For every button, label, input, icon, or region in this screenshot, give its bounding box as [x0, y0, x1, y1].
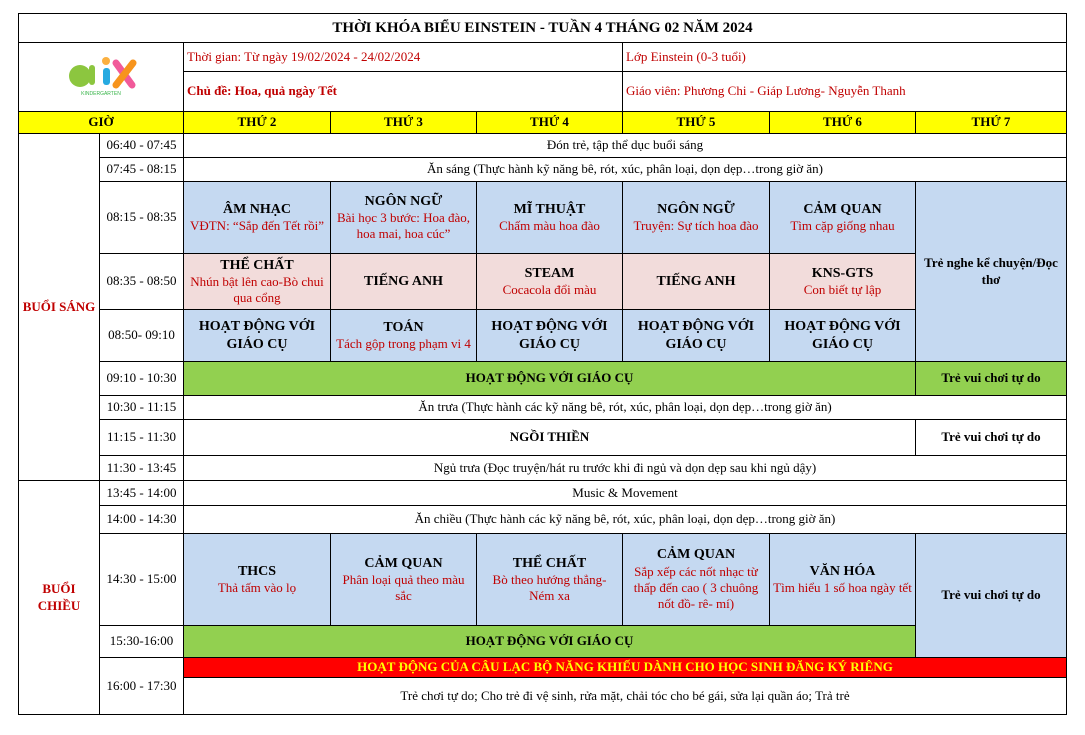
lesson-note: Chấm màu hoa đào: [499, 218, 600, 234]
time-slot: 16:00 - 17:30: [100, 658, 184, 715]
lesson-note: Cocacola đổi màu: [502, 282, 597, 298]
lesson-subject: MĨ THUẬT: [513, 201, 586, 217]
lesson-note: Tìm cặp giống nhau: [790, 218, 895, 234]
header-thu: THỨ 5: [623, 112, 770, 134]
lesson-subject: TIẾNG ANH: [364, 273, 443, 289]
page-title: THỜI KHÓA BIỂU EINSTEIN - TUẦN 4 THÁNG 02 NĂM 2024: [19, 14, 1067, 43]
schedule-table: [18, 13, 1067, 715]
lesson-subject: TOÁN: [383, 319, 424, 335]
lesson-subject: ÂM NHẠC: [222, 201, 292, 217]
lesson-note: Sắp xếp các nốt nhạc từ thấp đến cao ( 3 chuông nốt đồ- rê- mí): [633, 563, 759, 612]
activity-montessori: HOẠT ĐỘNG VỚI GIÁO CỤ: [184, 362, 916, 396]
lesson-cell: [770, 534, 916, 626]
date-range: Thời gian: Từ ngày 19/02/2024 - 24/02/2024: [184, 43, 623, 72]
lesson-subject: NGÔN NGỮ: [364, 193, 443, 209]
lesson-note: Nhún bật lên cao-Bò chui qua cổng: [190, 274, 324, 306]
lesson-cell: [331, 534, 477, 626]
lesson-subject: THỂ CHẤT: [220, 257, 294, 273]
lesson-note: Thả tấm vào lọ: [217, 580, 297, 596]
activity-meditation: NGỒI THIỀN: [184, 420, 916, 456]
lesson-cell: [331, 182, 477, 254]
activity-music: Music & Movement: [184, 481, 1067, 506]
teachers: Giáo viên: Phương Chi - Giáp Lương- Nguyễn Thanh: [623, 72, 1067, 112]
class-name: Lớp Einstein (0-3 tuổi): [623, 43, 1067, 72]
lesson-cell: [623, 254, 770, 310]
lesson-subject: HOẠT ĐỘNG VỚI GIÁO CỤ: [784, 319, 901, 352]
lesson-subject: CẢM QUAN: [656, 547, 736, 563]
time-slot: 06:40 - 07:45: [100, 134, 184, 158]
lesson-subject: STEAM: [524, 265, 575, 281]
lesson-note: Truyện: Sự tích hoa đào: [633, 218, 759, 234]
time-slot: 08:35 - 08:50: [100, 254, 184, 310]
activity-departure: Trẻ chơi tự do; Cho trẻ đi vệ sinh, rửa mặt, chải tóc cho bé gái, sửa lại quần áo; Trả trẻ: [184, 678, 1067, 715]
lesson-subject: KNS-GTS: [811, 265, 874, 281]
time-slot: 08:15 - 08:35: [100, 182, 184, 254]
lesson-subject: HOẠT ĐỘNG VỚI GIÁO CỤ: [491, 319, 608, 352]
lesson-cell: [184, 182, 331, 254]
header-fri: THỨ 6: [770, 112, 916, 134]
activity-nap: Ngủ trưa (Đọc truyện/hát ru trước khi đi ngủ và dọn dẹp sau khi ngủ dậy): [184, 456, 1067, 481]
lesson-cell: [477, 254, 623, 310]
time-slot: 11:30 - 13:45: [100, 456, 184, 481]
lesson-subject: CẢM QUAN: [803, 201, 882, 217]
header-sat: THỨ 7: [916, 112, 1067, 134]
lesson-cell: [770, 254, 916, 310]
lesson-cell: [331, 310, 477, 362]
session-morning: BUỔI SÁNG: [19, 134, 100, 481]
lesson-note: Tìm hiểu 1 số hoa ngày tết: [773, 580, 912, 596]
aik-logo: [58, 51, 144, 103]
time-slot: 07:45 - 08:15: [100, 158, 184, 182]
lesson-note: Bài học 3 bước: Hoa đào, hoa mai, hoa cúc”: [336, 210, 471, 242]
time-slot: 15:30-16:00: [100, 626, 184, 658]
lesson-subject: CẢM QUAN: [364, 555, 443, 571]
lesson-subject: VĂN HÓA: [809, 563, 876, 579]
lesson-note: Phân loại quả theo màu sắc: [342, 572, 465, 604]
lesson-note: Tách gộp trong phạm vi 4: [336, 336, 471, 352]
logo-subtext: KINDERGARTEN: [81, 90, 121, 97]
lesson-subject: THCS: [237, 563, 277, 579]
lesson-cell: [184, 310, 331, 362]
lesson-cell: [477, 534, 623, 626]
activity-arrival: Đón trẻ, tập thể dục buổi sáng: [184, 134, 1067, 158]
free-play: Trẻ vui chơi tự do: [916, 534, 1067, 658]
lesson-cell: [770, 310, 916, 362]
lesson-subject: THỂ CHẤT: [512, 555, 587, 571]
session-afternoon: BUỔI CHIỀU: [19, 481, 100, 715]
club-banner: HOẠT ĐỘNG CỦA CÂU LẠC BỘ NĂNG KHIẾU DÀNH CHO HỌC SINH ĐĂNG KÝ RIÊNG: [184, 658, 1067, 678]
lesson-cell: [623, 182, 770, 254]
theme: Chủ đề: Hoa, quả ngày Tết: [184, 72, 623, 112]
time-slot: 09:10 - 10:30: [100, 362, 184, 396]
time-slot: 08:50- 09:10: [100, 310, 184, 362]
lesson-subject: HOẠT ĐỘNG VỚI GIÁO CỤ: [637, 319, 755, 352]
activity-breakfast: Ăn sáng (Thực hành kỹ năng bê, rót, xúc, phân loại, dọn dẹp…trong giờ ăn): [184, 158, 1067, 182]
lesson-cell: [623, 534, 770, 626]
lesson-cell: [623, 310, 770, 362]
header-tue: THỨ 3: [331, 112, 477, 134]
lesson-note: Con biết tự lập: [803, 282, 882, 298]
activity-lunch: Ăn trưa (Thực hành các kỹ năng bê, rót, xúc, phân loại, dọn dẹp…trong giờ ăn): [184, 396, 1067, 420]
free-play: Trẻ vui chơi tự do: [916, 362, 1067, 396]
time-slot: 14:30 - 15:00: [100, 534, 184, 626]
lesson-cell: [477, 182, 623, 254]
free-play: Trẻ vui chơi tự do: [916, 420, 1067, 456]
header-mon: THỨ 2: [184, 112, 331, 134]
lesson-subject: HOẠT ĐỘNG VỚI GIÁO CỤ: [198, 319, 316, 352]
activity-snack: Ăn chiều (Thực hành các kỹ năng bê, rót, xúc, phân loại, dọn dẹp…trong giờ ăn): [184, 506, 1067, 534]
time-slot: 13:45 - 14:00: [100, 481, 184, 506]
time-slot: 14:00 - 14:30: [100, 506, 184, 534]
lesson-note: VĐTN: “Sắp đến Tết rồi”: [189, 218, 325, 234]
activity-montessori: HOẠT ĐỘNG VỚI GIÁO CỤ: [184, 626, 916, 658]
time-slot: 10:30 - 11:15: [100, 396, 184, 420]
timetable: [18, 13, 1067, 715]
header-wed: THỨ 4: [477, 112, 623, 134]
header-time: GIỜ: [19, 112, 184, 134]
lesson-cell: [331, 254, 477, 310]
saturday-morning: Trẻ nghe kể chuyện/Đọc thơ: [916, 182, 1067, 362]
lesson-cell: [184, 534, 331, 626]
lesson-cell: [184, 254, 331, 310]
lesson-subject: NGÔN NGỮ: [657, 201, 735, 217]
lesson-note: Bò theo hướng thẳng-Ném xa: [492, 572, 607, 604]
logo-cell: [19, 43, 184, 112]
lesson-cell: [477, 310, 623, 362]
time-slot: 11:15 - 11:30: [100, 420, 184, 456]
lesson-cell: [770, 182, 916, 254]
lesson-subject: TIẾNG ANH: [656, 273, 736, 289]
